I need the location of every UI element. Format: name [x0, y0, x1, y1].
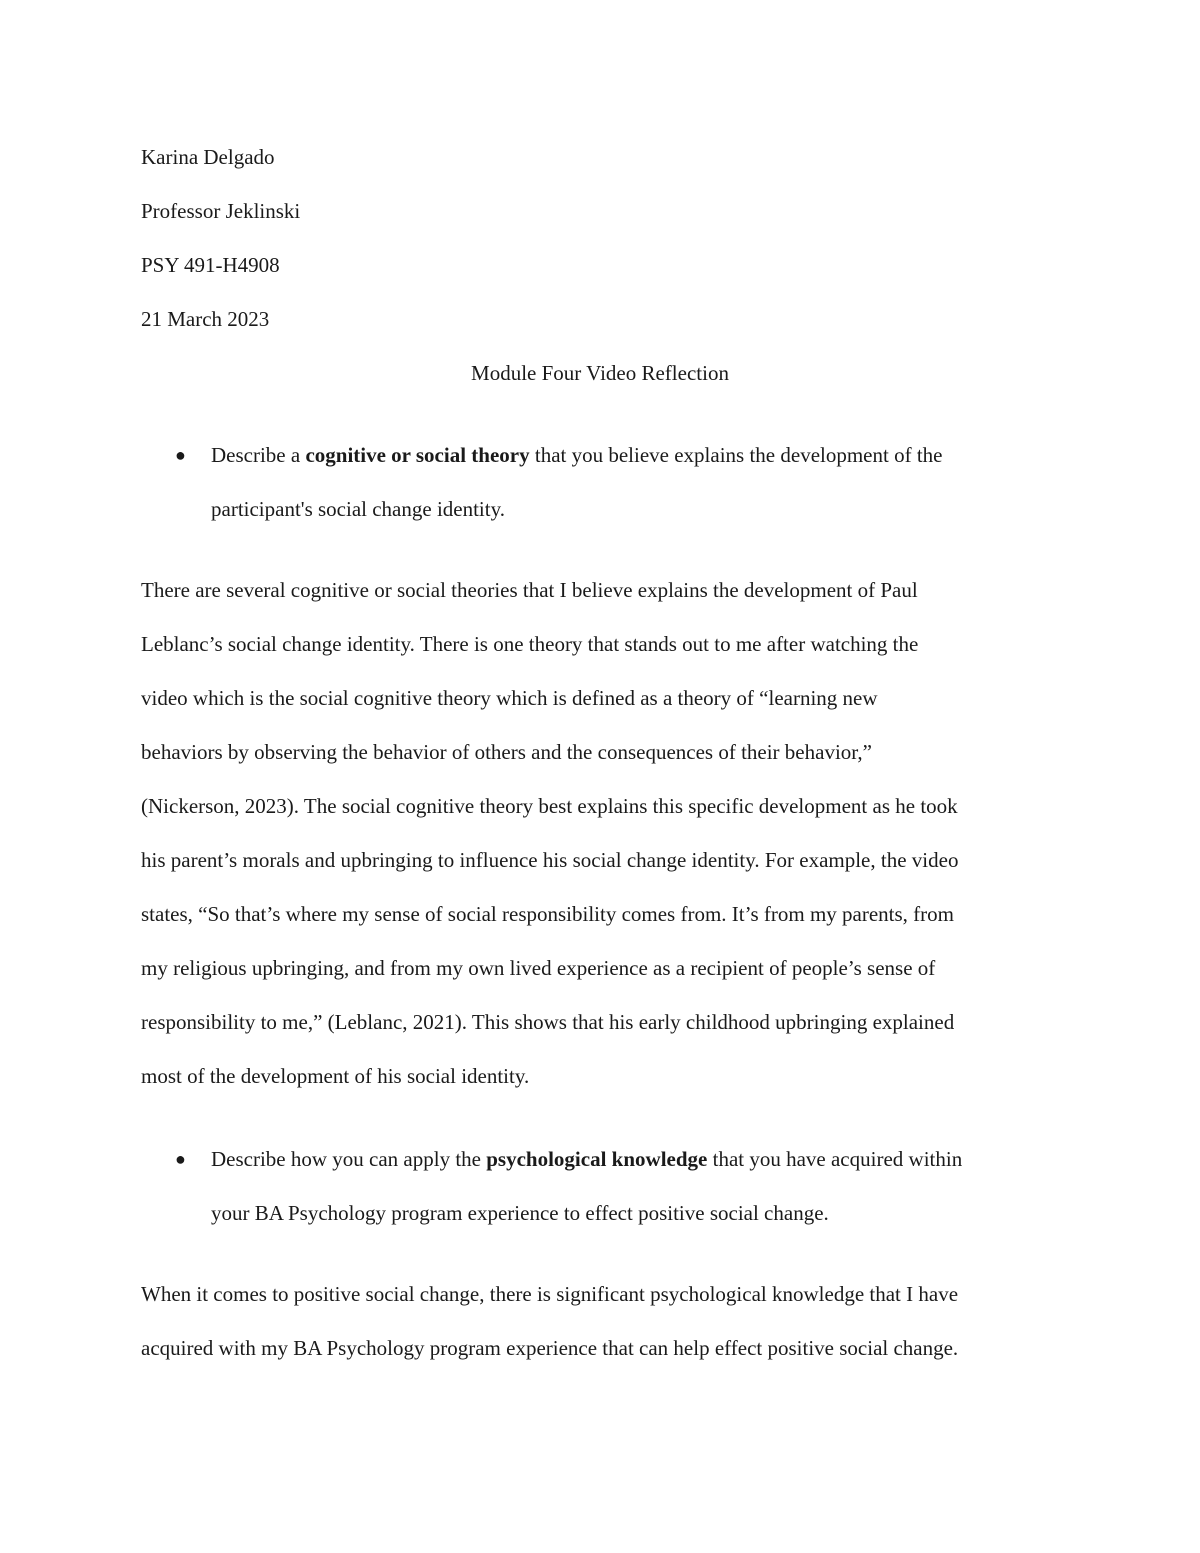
bullet-1-line-1 — [211, 445, 942, 466]
course-code: PSY 491-H4908 — [141, 253, 280, 277]
bullet-icon: ● — [175, 445, 186, 465]
paragraph-1-line: video which is the social cognitive theory which is defined as a theory of “learning new — [141, 686, 878, 710]
paragraph-1-line: behaviors by observing the behavior of others and the consequences of their behavior,” — [141, 740, 873, 764]
paragraph-2-line: acquired with my BA Psychology program experience that can help effect positive social change. — [141, 1336, 959, 1360]
bullet-1-suffix: that you believe explains the development of the — [529, 443, 943, 467]
document-title: Module Four Video Reflection — [471, 361, 729, 385]
professor-name: Professor Jeklinski — [141, 199, 301, 223]
paragraph-2-line: When it comes to positive social change, there is significant psychological knowledge that I have — [141, 1282, 959, 1306]
bullet-icon: ● — [175, 1149, 186, 1169]
bullet-1-prefix: Describe a — [211, 443, 306, 467]
bullet-2-line-2: your BA Psychology program experience to effect positive social change. — [211, 1201, 829, 1225]
paragraph-1-line: his parent’s morals and upbringing to influence his social change identity. For example, the video — [141, 848, 959, 872]
paragraph-1-line: (Nickerson, 2023). The social cognitive theory best explains this specific development as he took — [141, 794, 958, 818]
bullet-1-bold-term: cognitive or social theory — [305, 443, 530, 467]
paragraph-1-line: There are several cognitive or social theories that I believe explains the development of Paul — [141, 578, 918, 602]
bullet-1-line-2: participant's social change identity. — [211, 497, 505, 521]
paragraph-1-line: my religious upbringing, and from my own lived experience as a recipient of people’s sense of — [141, 956, 936, 980]
paragraph-1-line: Leblanc’s social change identity. There is one theory that stands out to me after watching the — [141, 632, 919, 656]
author-name: Karina Delgado — [141, 145, 275, 169]
paragraph-1-line: responsibility to me,” (Leblanc, 2021). This shows that his early childhood upbringing explained — [141, 1010, 955, 1034]
paragraph-1-line: most of the development of his social identity. — [141, 1064, 530, 1088]
paragraph-1-line: states, “So that’s where my sense of social responsibility comes from. It’s from my parents, from — [141, 902, 955, 926]
bullet-2-prefix: Describe how you can apply the — [211, 1147, 487, 1171]
bullet-2-bold-term: psychological knowledge — [486, 1147, 708, 1171]
document-date: 21 March 2023 — [141, 307, 270, 331]
bullet-2-line-1 — [211, 1149, 962, 1170]
bullet-2-suffix: that you have acquired within — [707, 1147, 963, 1171]
